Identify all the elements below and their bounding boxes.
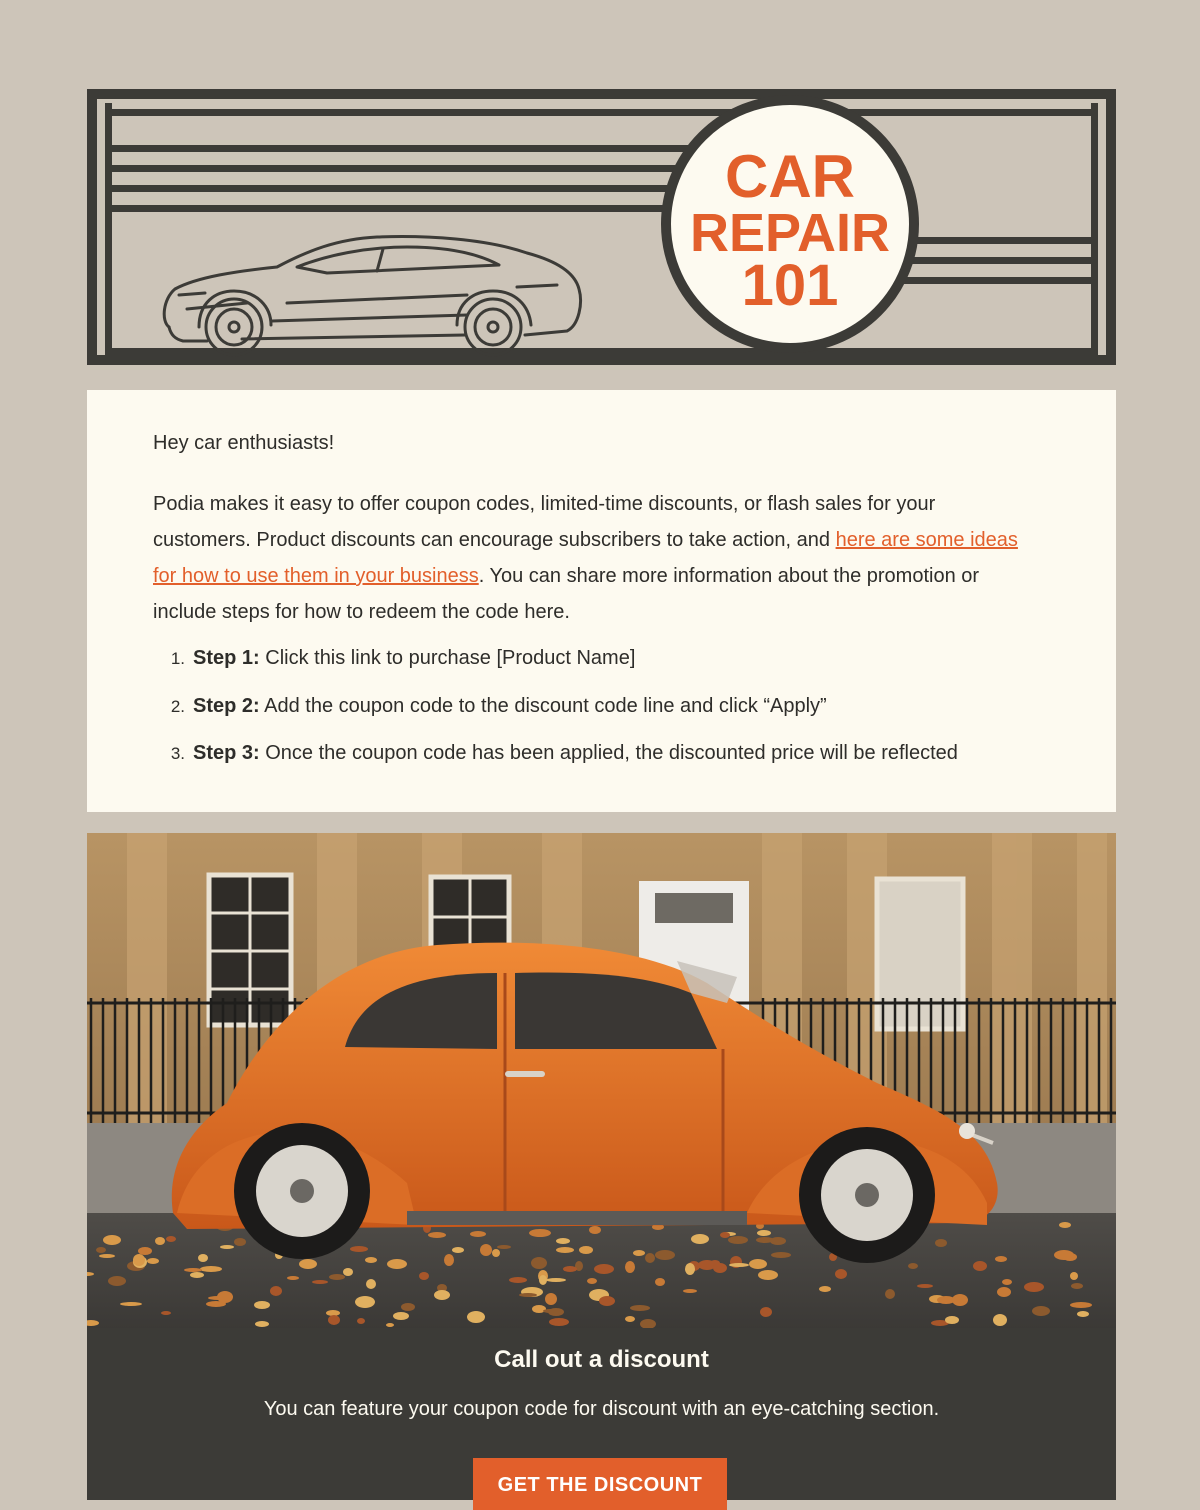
list-item [153, 644, 958, 673]
step-text: Click this link to purchase [Product Name] [259, 647, 636, 669]
discount-callout [87, 1328, 1116, 1500]
step-text: Add the coupon code to the discount code line and click “Apply” [259, 694, 827, 717]
intro-paragraph [153, 486, 1033, 630]
logo-line-3: 101 [741, 253, 839, 318]
get-discount-button[interactable]: GET THE DISCOUNT [473, 1458, 727, 1510]
orange-beetle-photo [87, 833, 1116, 1329]
callout-text: You can feature your coupon code for discount with an eye-catching section. [263, 1398, 940, 1420]
callout-title: Call out a discount [494, 1346, 709, 1373]
step-number: 2. [170, 696, 185, 716]
intro-text-after: . You can share more information about the promotion or include steps for how to redeem the code here. [153, 565, 980, 623]
step-number: 1. [170, 649, 185, 668]
content-card [87, 390, 1116, 812]
car-outline-icon [164, 237, 580, 355]
list-item [153, 739, 958, 768]
logo-line-2: REPAIR [689, 203, 891, 263]
step-label: Step 3: [193, 742, 260, 764]
step-label: Step 2: [193, 694, 260, 717]
step-number: 3. [170, 744, 185, 763]
ideas-link[interactable]: here are some ideas for how to use them in your business [153, 529, 1018, 587]
step-text: Once the coupon code has been applied, the discounted price will be reflected [259, 742, 958, 764]
step-label: Step 1: [193, 647, 260, 669]
greeting: Hey car enthusiasts! [153, 432, 335, 454]
header-banner [87, 89, 1116, 365]
list-item [153, 692, 958, 721]
logo-line-1: CAR [725, 143, 855, 210]
intro-text-before: Podia makes it easy to offer coupon codes, limited-time discounts, or flash sales for your customers. Product discounts can encourage subscribers to take action, and [153, 493, 936, 551]
steps-list [153, 644, 958, 787]
